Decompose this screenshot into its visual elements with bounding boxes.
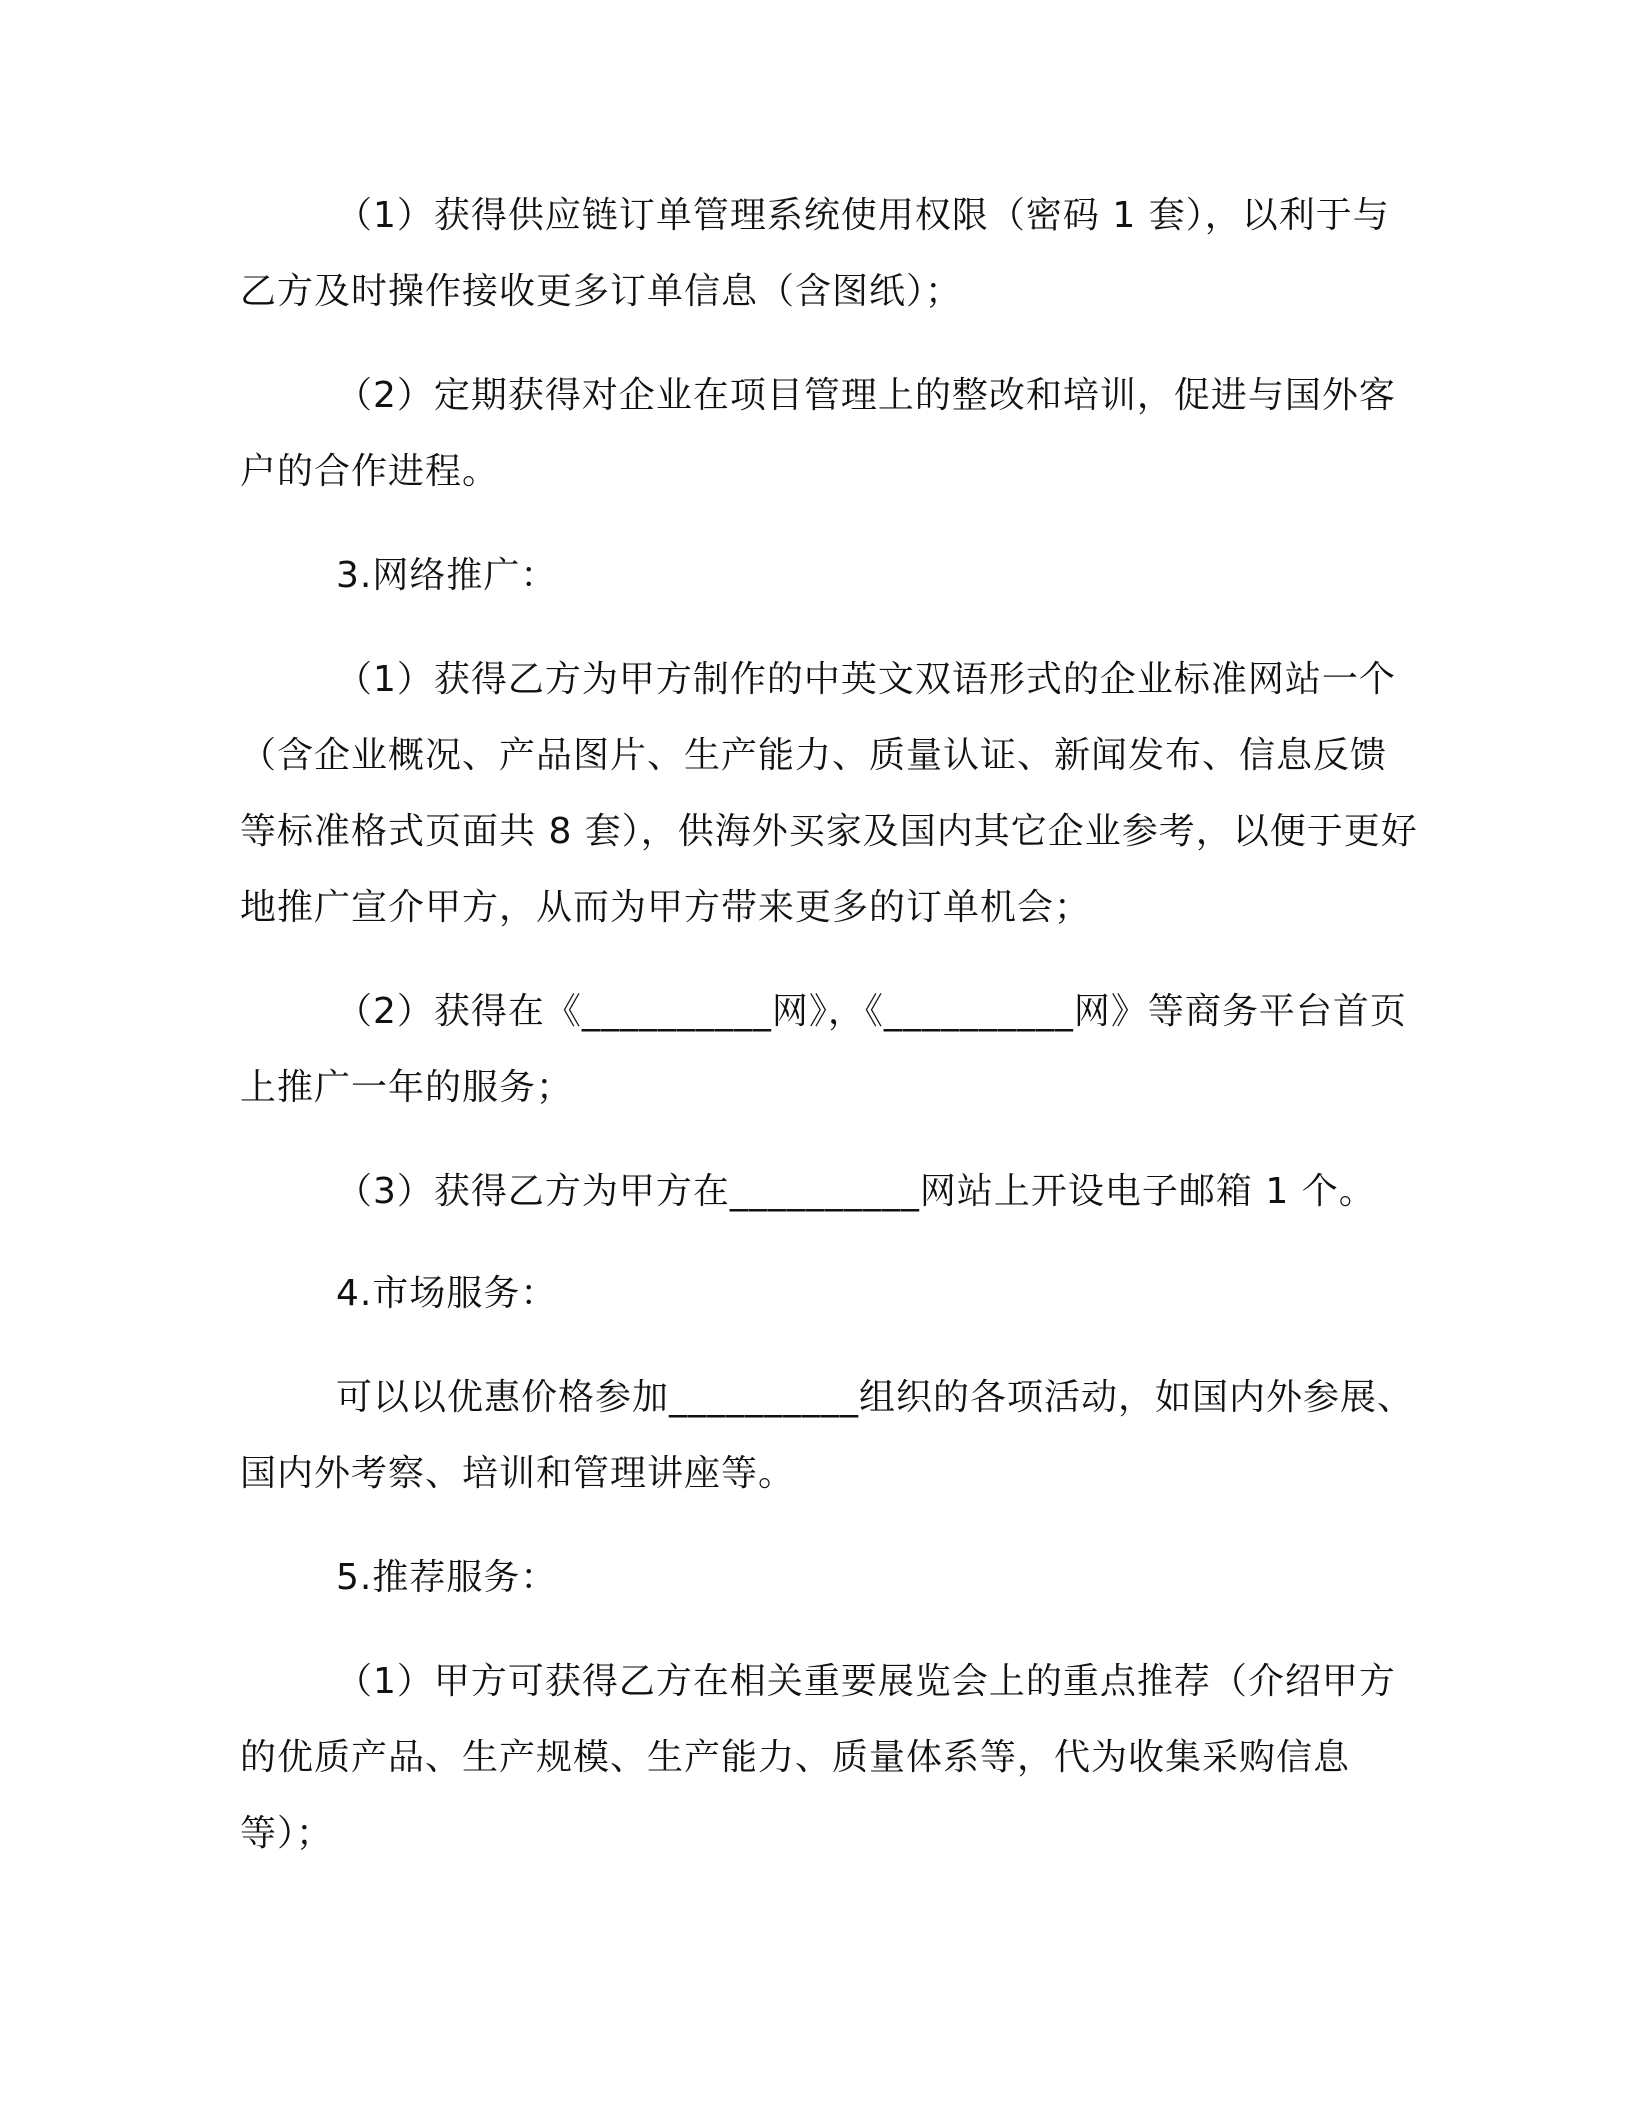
paragraph-3-2-business-platform: （2）获得在《__________网》，《__________网》等商务平台首页上推广一年的服务； <box>240 991 1407 1108</box>
section-heading-recommendation-service: 5.推荐服务： <box>336 1557 558 1598</box>
section-heading-network-promotion: 3.网络推广： <box>336 555 558 596</box>
paragraph-3-1-website: （1）获得乙方为甲方制作的中英文双语形式的企业标准网站一个（含企业概况、产品图片、生产能力、质量认证、新闻发布、信息反馈等标准格式页面共 8 套），供海外买家及国内其它企业参考，以便于更好地推广宣介甲方，从而为甲方带来更多的订单机会； <box>240 659 1418 928</box>
paragraph-3-3-email: （3）获得乙方为甲方在__________网站上开设电子邮箱 1 个。 <box>336 1171 1376 1212</box>
section-heading-market-service: 4.市场服务： <box>336 1273 558 1314</box>
paragraph-4-activities: 可以以优惠价格参加__________组织的各项活动，如国内外参展、国内外考察、培训和管理讲座等。 <box>240 1377 1415 1494</box>
paragraph-1-1-order-system: （1）获得供应链订单管理系统使用权限（密码 1 套），以利于与乙方及时操作接收更多订单信息（含图纸）； <box>240 195 1390 312</box>
paragraph-5-1-exhibition-recommendation: （1）甲方可获得乙方在相关重要展览会上的重点推荐（介绍甲方的优质产品、生产规模、生产能力、质量体系等，代为收集采购信息等）； <box>240 1661 1396 1854</box>
paragraph-1-2-training: （2）定期获得对企业在项目管理上的整改和培训，促进与国外客户的合作进程。 <box>240 375 1396 492</box>
